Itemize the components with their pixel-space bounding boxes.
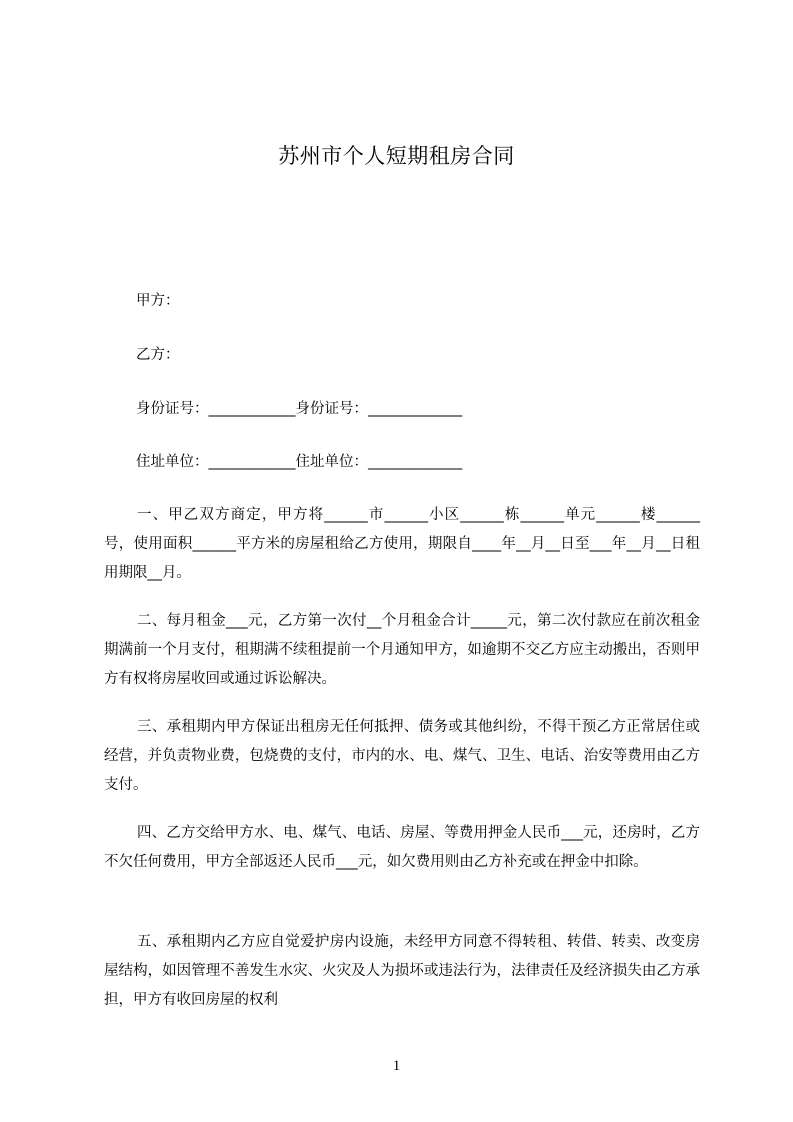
page-number: 1 — [392, 1058, 401, 1074]
id-number-line: 身份证号：____________身份证号：_____________ — [136, 401, 463, 417]
clause-5: 五、承租期内乙方应自觉爱护房内设施，未经甲方同意不得转租、转借、转卖、改变房屋结构，如因管理不善发生水灾、火灾及人为损坏或违法行为，法律责任及经济损失由乙方承担，甲方有收回房屋的权利 — [104, 934, 700, 1008]
page-title: 苏州市个人短期租房合同 — [278, 144, 515, 168]
party-a-label: 甲方： — [136, 293, 180, 309]
party-b-label: 乙方： — [136, 347, 180, 363]
clause-1: 一、甲乙双方商定，甲方将______市______小区______栋______单元______楼______号，使用面积______平方米的房屋租给乙方使用，期限自____年__月__日至___年__月__日租用期限__月。 — [104, 507, 700, 581]
clause-2: 二、每月租金___元，乙方第一次付__个月租金合计_____元，第二次付款应在前次租金期满前一个月支付，租期满不续租提前一个月通知甲方，如逾期不交乙方应主动搬出，否则甲方有权将房屋收回或通过诉讼解决。 — [104, 613, 700, 687]
clause-4: 四、乙方交给甲方水、电、煤气、电话、房屋、等费用押金人民币___元，还房时，乙方不欠任何费用，甲方全部返还人民币___元，如欠费用则由乙方补充或在押金中扣除。 — [104, 825, 700, 870]
address-line: 住址单位：____________住址单位：_____________ — [136, 454, 463, 470]
clause-3: 三、承租期内甲方保证出租房无任何抵押、债务或其他纠纷，不得干预乙方正常居住或经营，并负责物业费，包烧费的支付，市内的水、电、煤气、卫生、电话、治安等费用由乙方支付。 — [104, 719, 700, 793]
